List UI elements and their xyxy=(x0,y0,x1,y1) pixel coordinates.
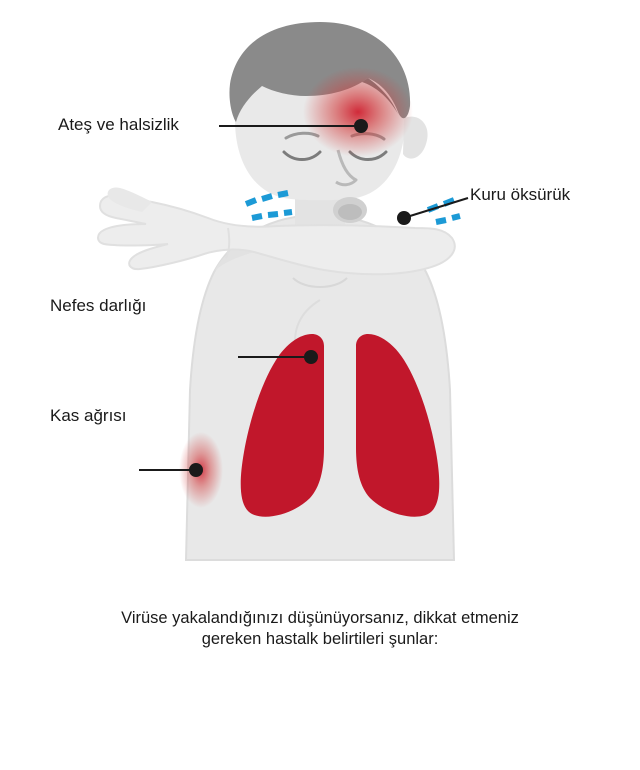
fever-hotspot xyxy=(303,67,413,157)
caption-line-2: gereken hastalk belirtileri şunlar: xyxy=(201,630,439,648)
label-fever: Ateş ve halsizlik xyxy=(58,115,179,134)
marker-dot-muscle xyxy=(189,463,203,477)
caption-line-1: Virüse yakalandığınızı düşünüyorsanız, dikkat etmeniz xyxy=(121,609,519,627)
marker-dot-cough xyxy=(397,211,411,225)
label-muscle-pain: Kas ağrısı xyxy=(50,406,127,425)
marker-dot-fever xyxy=(354,119,368,133)
marker-dot-breath xyxy=(304,350,318,364)
label-shortness-of-breath: Nefes darlığı xyxy=(50,296,147,315)
caption xyxy=(0,608,640,650)
label-cough: Kuru öksürük xyxy=(470,185,571,204)
